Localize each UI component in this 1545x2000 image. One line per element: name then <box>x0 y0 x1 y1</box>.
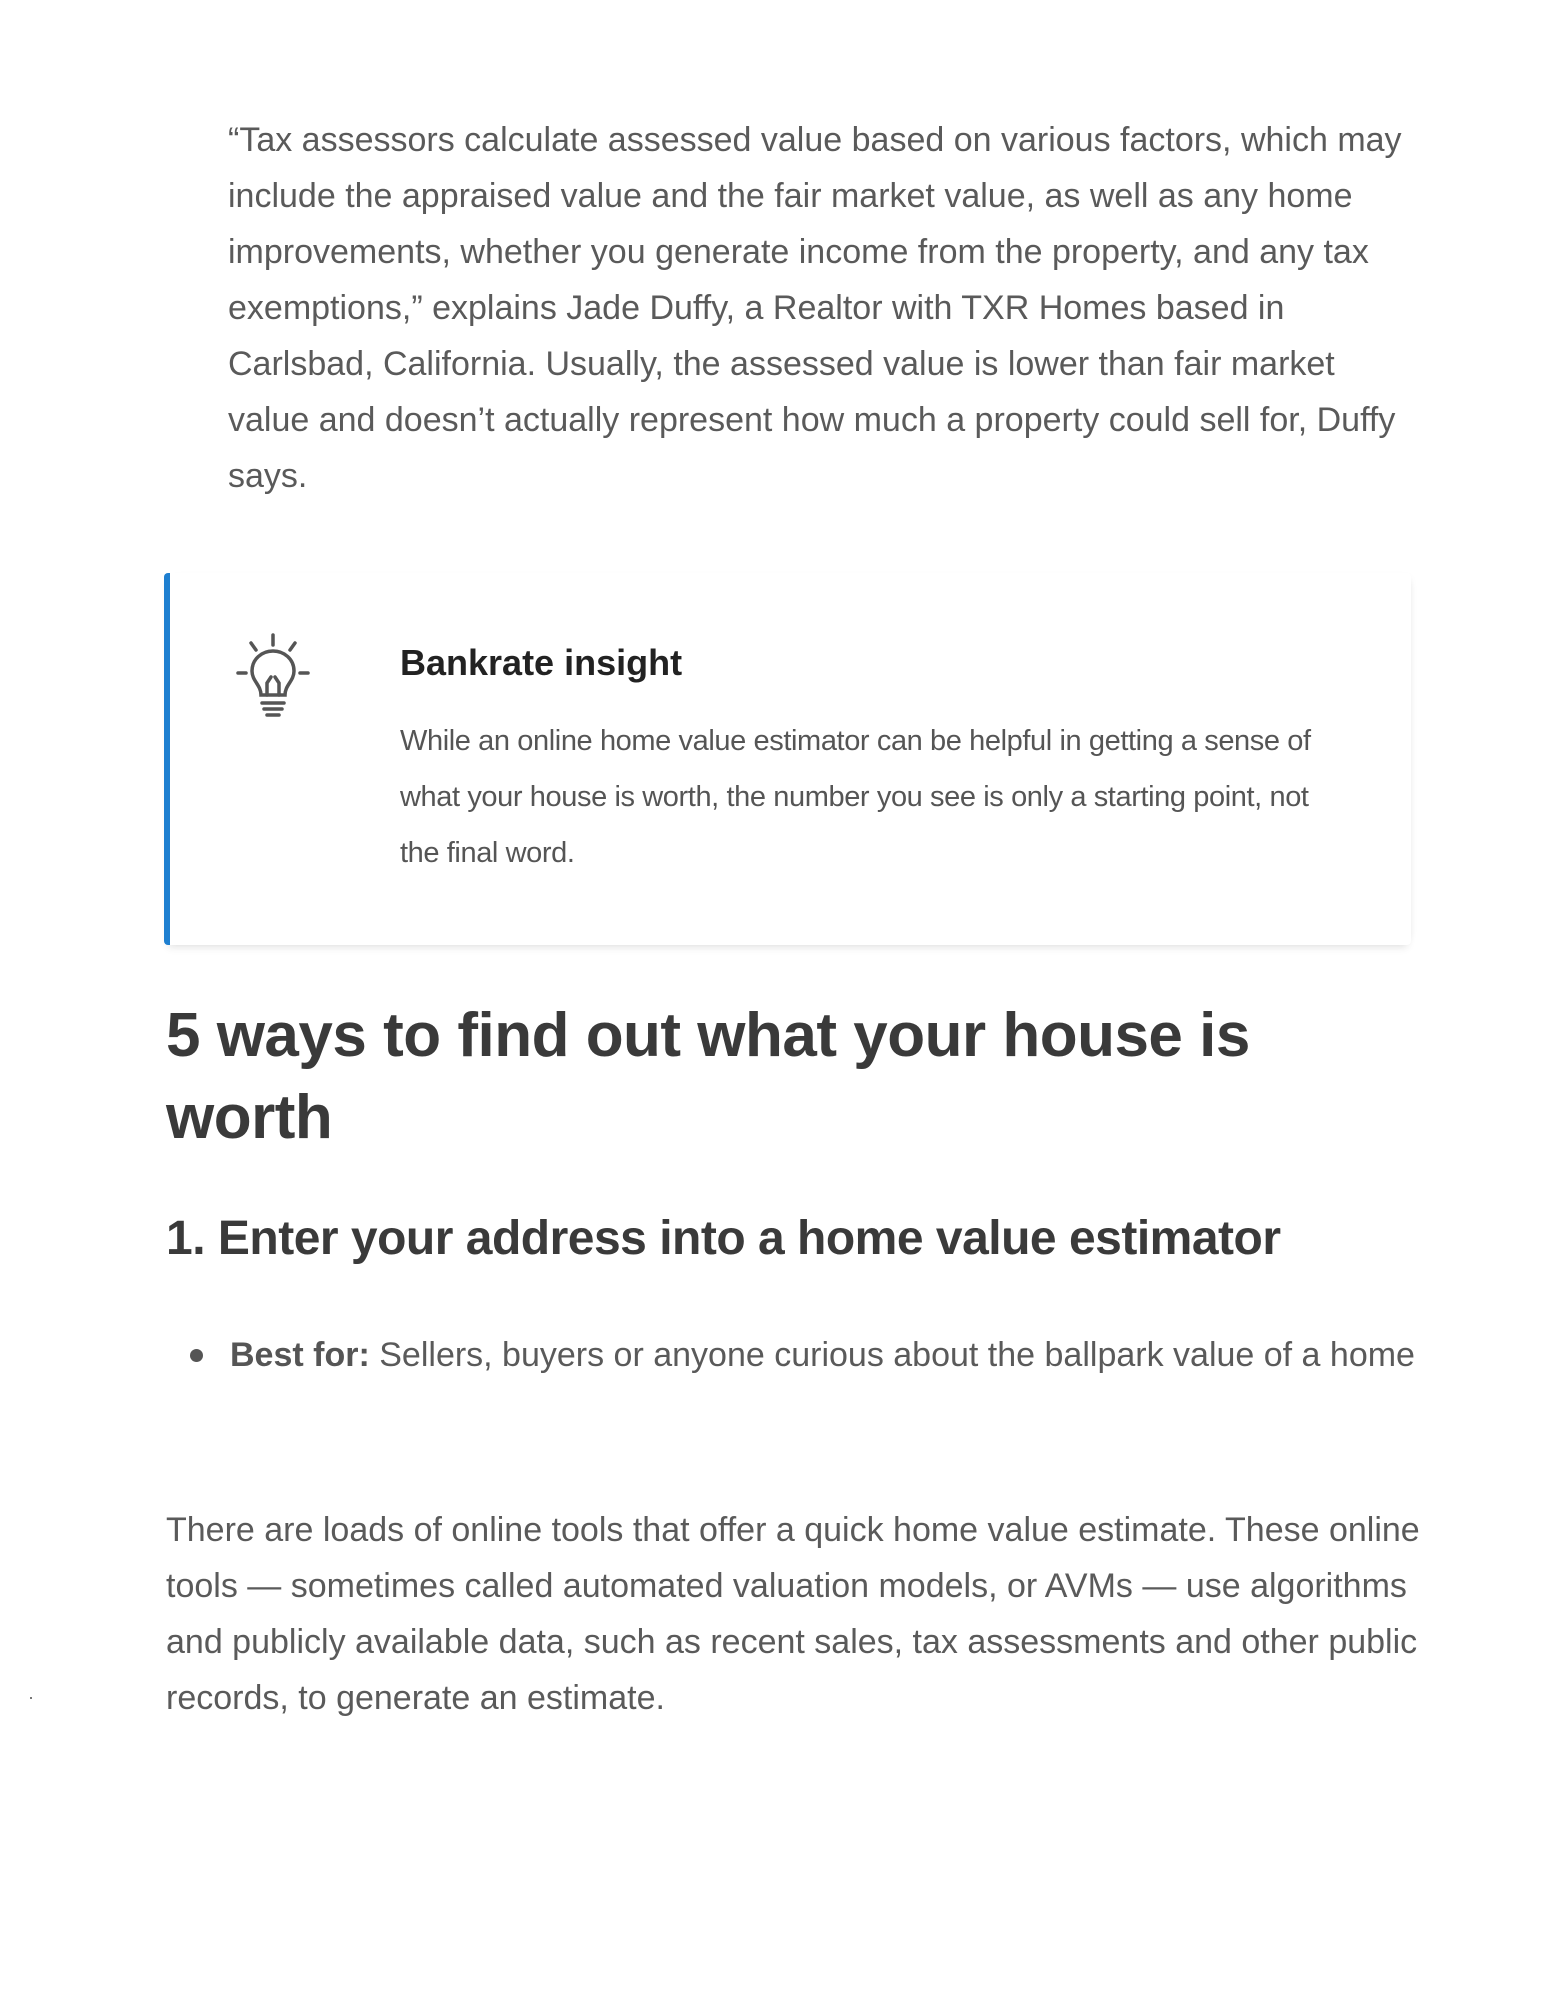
quote-paragraph: “Tax assessors calculate assessed value based on various factors, which may include the appraised value and the fair market value, as well as any home improvements, whether you generate income from the property, and any tax exemptions,” explains Jade Duffy, a Realtor with TXR Homes based in Carlsbad, California. Usually, the assessed value is lower than fair market value and doesn’t actually represent how much a property could sell for, Duffy says. <box>228 121 1402 495</box>
bullet-label: Best for: <box>230 1336 370 1374</box>
lightbulb-icon <box>236 633 310 729</box>
body-paragraph: There are loads of online tools that offer a quick home value estimate. These online tools — sometimes called automated valuation models, or AVMs — use algorithms and publicly available data, such as recent sales, tax assessments and other public records, to generate an estimate. <box>166 1511 1420 1717</box>
bullet-dot <box>190 1349 203 1362</box>
insight-title: Bankrate insight <box>400 642 683 683</box>
list-item <box>190 1327 1420 1383</box>
bullet-text: Sellers, buyers or anyone curious about the ballpark value of a home <box>369 1336 1415 1374</box>
insight-callout <box>164 573 1411 945</box>
scan-speck <box>30 1697 32 1699</box>
subsection-heading: 1. Enter your address into a home value estimator <box>166 1212 1281 1265</box>
bullet-list <box>190 1327 1420 1383</box>
section-heading: 5 ways to find out what your house is worth <box>166 1001 1250 1152</box>
insight-text: While an online home value estimator can be helpful in getting a sense of what your house is worth, the number you see is only a starting point, not the final word. <box>400 725 1311 869</box>
